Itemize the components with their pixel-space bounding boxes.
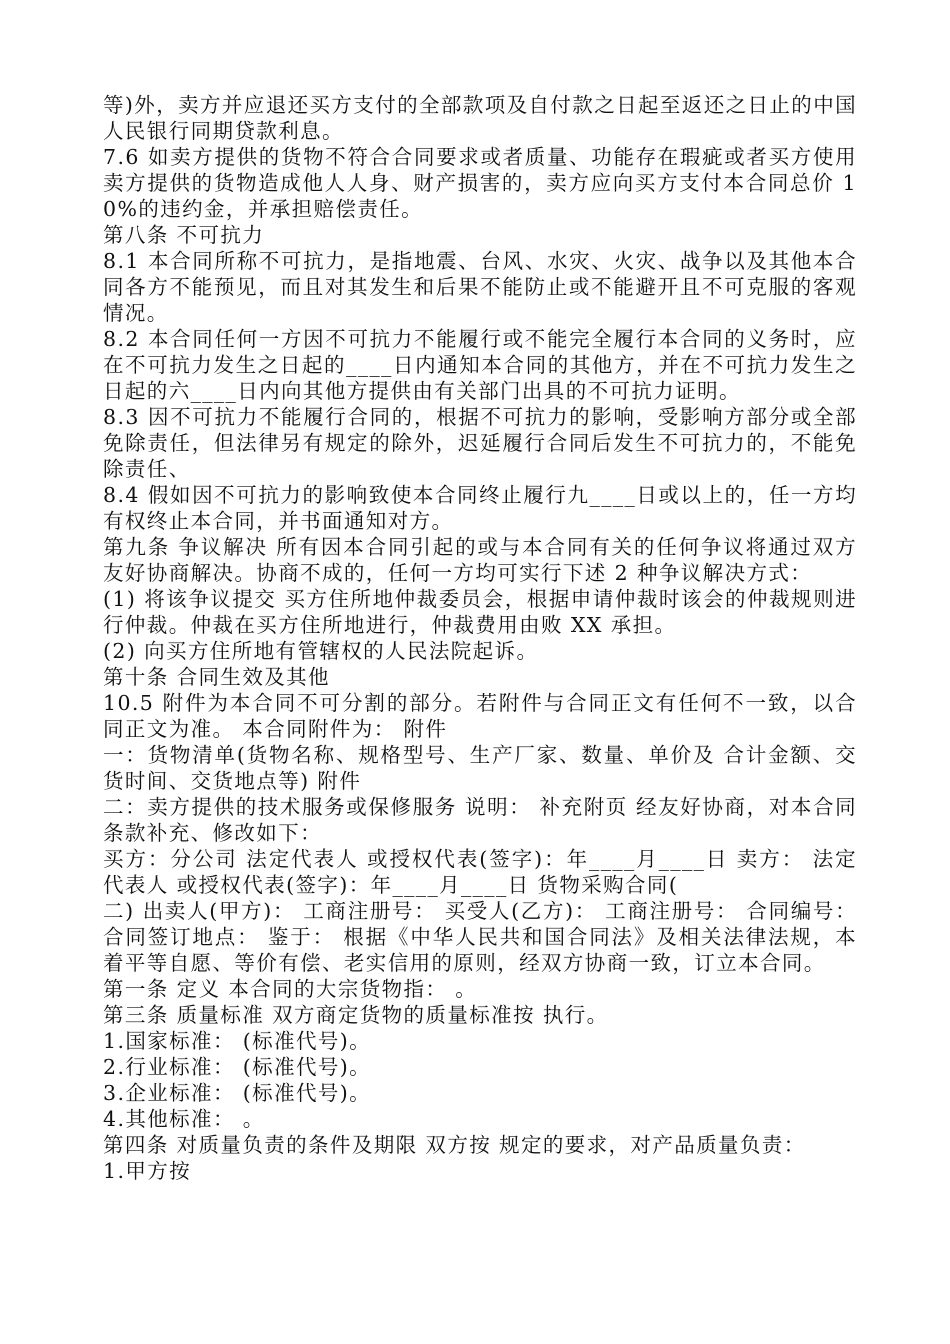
article-1-definition: 第一条 定义 本合同的大宗货物指： 。 bbox=[103, 977, 478, 1001]
article-8-heading: 第八条 不可抗力 bbox=[103, 223, 265, 247]
document-body bbox=[103, 92, 865, 1184]
article-3-quality: 第三条 质量标准 双方商定货物的质量标准按 执行。 bbox=[103, 1003, 609, 1027]
standard-enterprise: 3.企业标准： (标准代号)。 bbox=[103, 1081, 372, 1105]
paragraph-8-3: 8.3 因不可抗力不能履行合同的，根据不可抗力的影响，受影响方部分或全部免除责任，但法律另有规定的除外，迟延履行合同后发生不可抗力的，不能免除责任、 bbox=[103, 405, 857, 481]
paragraph-8-4: 8.4 假如因不可抗力的影响致使本合同终止履行九____日或以上的，任一方均有权终止本合同，并书面通知对方。 bbox=[103, 483, 857, 533]
contract-preamble: 二) 出卖人(甲方)： 工商注册号： 买受人(乙方)： 工商注册号： 合同编号： 合同签订地点： 鉴于： 根据《中华人民共和国合同法》及相关法律法规，本着平等自愿、等价有偿、老实信用的原则，经双方协商一致，订立本合同。 bbox=[103, 899, 865, 975]
dispute-option-1: (1) 将该争议提交 买方住所地仲裁委员会，根据申请仲裁时该会的仲裁规则进行仲裁。仲裁在买方住所地进行，仲裁费用由败 XX 承担。 bbox=[103, 587, 857, 637]
paragraph-8-1: 8.1 本合同所称不可抗力，是指地震、台风、水灾、火灾、战争以及其他本合同各方不能预见，而且对其发生和后果不能防止或不能避开且不可克服的客观情况。 bbox=[103, 249, 857, 325]
paragraph-8-2: 8.2 本合同任何一方因不可抗力不能履行或不能完全履行本合同的义务时，应在不可抗力发生之日起的____日内通知本合同的其他方，并在不可抗力发生之日起的六____日内向其他方提供由有关部门出具的不可抗力证明。 bbox=[103, 327, 857, 403]
paragraph-10-5: 10.5 附件为本合同不可分割的部分。若附件与合同正文有任何不一致，以合同正文为准。 本合同附件为： 附件 bbox=[103, 691, 857, 741]
paragraph-refund-interest: 等)外，卖方并应退还买方支付的全部款项及自付款之日起至返还之日止的中国人民银行同期贷款利息。 bbox=[103, 93, 857, 143]
article-4-heading: 第四条 对质量负责的条件及期限 双方按 规定的要求，对产品质量负责： bbox=[103, 1133, 806, 1157]
article-4-item-1: 1.甲方按 bbox=[103, 1159, 192, 1183]
signature-block: 买方：分公司 法定代表人 或授权代表(签字)：年____月____日 卖方： 法定代表人 或授权代表(签字)：年____月____日 货物采购合同( bbox=[103, 847, 857, 897]
article-10-heading: 第十条 合同生效及其他 bbox=[103, 665, 330, 689]
standard-other: 4.其他标准： 。 bbox=[103, 1107, 265, 1131]
dispute-option-2: (2) 向买方住所地有管辖权的人民法院起诉。 bbox=[103, 639, 539, 663]
attachment-1: 一：货物清单(货物名称、规格型号、生产厂家、数量、单价及 合计金额、交货时间、交货地点等) 附件 bbox=[103, 743, 857, 793]
attachment-2: 二：卖方提供的技术服务或保修服务 说明： 补充附页 经友好协商，对本合同条款补充、修改如下： bbox=[103, 795, 857, 845]
standard-industry: 2.行业标准： (标准代号)。 bbox=[103, 1055, 372, 1079]
standard-national: 1.国家标准： (标准代号)。 bbox=[103, 1029, 372, 1053]
article-9-dispute: 第九条 争议解决 所有因本合同引起的或与本合同有关的任何争议将通过双方友好协商解决。协商不成的，任何一方均可实行下述 2 种争议解决方式： bbox=[103, 535, 857, 585]
paragraph-7-6: 7.6 如卖方提供的货物不符合合同要求或者质量、功能存在瑕疵或者买方使用卖方提供的货物造成他人人身、财产损害的，卖方应向买方支付本合同总价 10%的违约金，并承担赔偿责任。 bbox=[103, 145, 857, 221]
